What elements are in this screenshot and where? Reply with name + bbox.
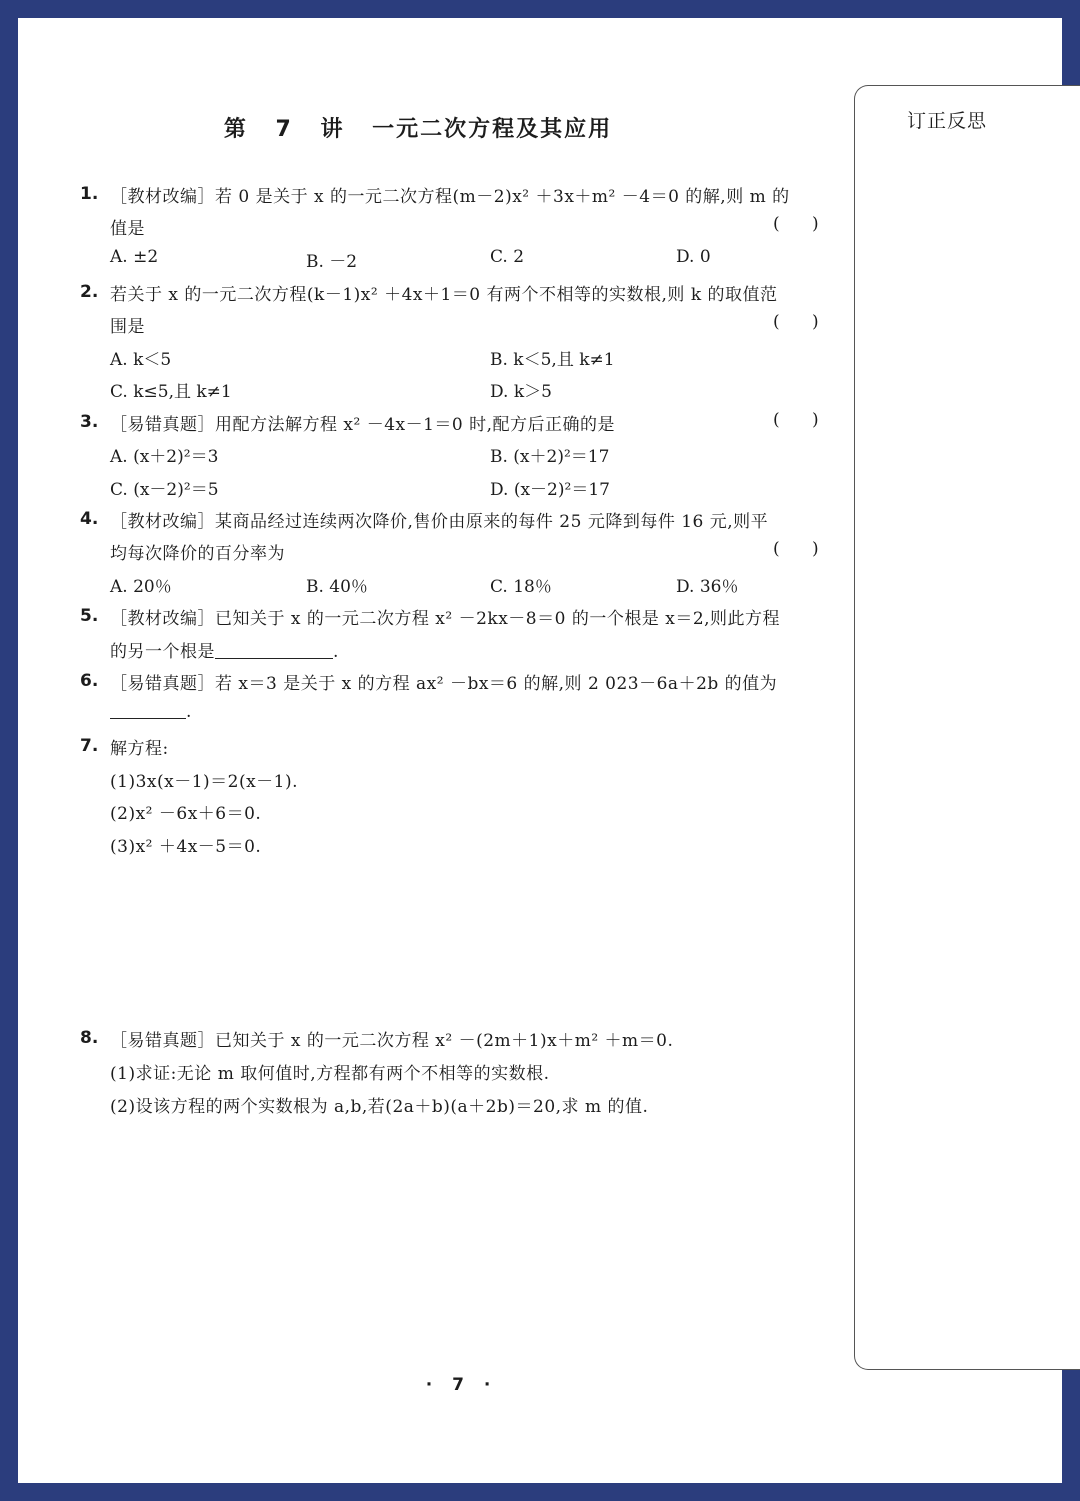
answer-blank [215,642,333,659]
answer-paren: ( ) [773,539,819,559]
page-number: · 7 · [425,1375,491,1395]
option: B. －2 [306,252,358,272]
option: D. k＞5 [490,382,552,402]
sub-question: (2)x² －6x＋6＝0. [110,804,262,824]
question-text: ［易错真题］若 x＝3 是关于 x 的方程 ax² －bx＝6 的解,则 2 023－6a＋2b 的值为 [110,674,778,694]
sub-question: (3)x² ＋4x－5＝0. [110,837,262,857]
question-text: ［教材改编］若 0 是关于 x 的一元二次方程(m－2)x² ＋3x＋m² －4＝0 的解,则 m 的 [110,187,790,207]
question-text: ［教材改编］某商品经过连续两次降价,售价由原来的每件 25 元降到每件 16 元,则平 [110,512,769,532]
option: C. 2 [490,247,525,267]
sub-question: (1)求证:无论 m 取何值时,方程都有两个不相等的实数根. [110,1064,550,1084]
side-panel-title: 订正反思 [907,110,988,132]
sub-question: (2)设该方程的两个实数根为 a,b,若(2a＋b)(a＋2b)＝20,求 m 的值. [110,1097,649,1117]
option: D. (x－2)²＝17 [490,480,610,500]
question-number: 1. [80,184,99,204]
option: A. k＜5 [110,350,172,370]
page-title: 第 7 讲 一元二次方程及其应用 [223,117,613,142]
worksheet-page [18,18,1062,1483]
question-text: 值是 [110,219,145,239]
period: . [333,642,339,662]
question-number: 8. [80,1028,99,1048]
question-text: ［教材改编］已知关于 x 的一元二次方程 x² －2kx－8＝0 的一个根是 x＝2,则此方程 [110,609,781,629]
question-text: 若关于 x 的一元二次方程(k－1)x² ＋4x＋1＝0 有两个不相等的实数根,则 k 的取值范 [110,285,778,305]
option: D. 0 [676,247,711,267]
option: B. 40％ [306,577,368,597]
question-number: 6. [80,671,99,691]
answer-paren: ( ) [773,410,819,430]
option: A. (x＋2)²＝3 [110,447,219,467]
question-number: 4. [80,509,99,529]
correction-reflection-panel [854,85,1080,1370]
question-text: ［易错真题］用配方法解方程 x² －4x－1＝0 时,配方后正确的是 [110,415,616,435]
question-number: 5. [80,606,99,626]
question-text: ［易错真题］已知关于 x 的一元二次方程 x² －(2m＋1)x＋m² ＋m＝0. [110,1031,674,1051]
answer-blank [110,702,186,719]
option: D. 36％ [676,577,739,597]
option: A. ±2 [110,247,159,267]
question-number: 3. [80,412,99,432]
answer-paren: ( ) [773,312,819,332]
option: C. 18％ [490,577,552,597]
question-text-with-blank [110,702,192,722]
question-text-with-blank [110,637,339,662]
question-number: 7. [80,736,99,756]
period: . [186,702,192,722]
answer-paren: ( ) [773,214,819,234]
option: B. k＜5,且 k≠1 [490,350,615,370]
sub-question: (1)3x(x－1)＝2(x－1). [110,772,299,792]
option: A. 20％ [110,577,172,597]
question-text: 的另一个根是 [110,642,215,662]
option: B. (x＋2)²＝17 [490,447,610,467]
question-text: 围是 [110,317,145,337]
question-text: 均每次降价的百分率为 [110,544,285,564]
question-number: 2. [80,282,99,302]
option: C. k≤5,且 k≠1 [110,382,232,402]
question-text: 解方程: [110,739,169,759]
option: C. (x－2)²＝5 [110,480,219,500]
